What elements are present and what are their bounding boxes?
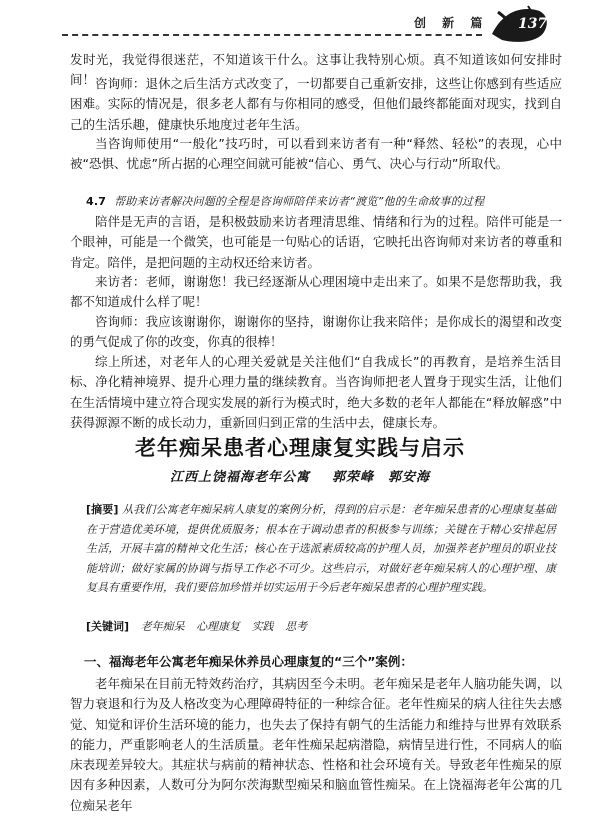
author-name-1: 郭荣峰 <box>331 470 374 485</box>
section-number: 4.7 <box>86 195 107 208</box>
author-institution: 江西上饶福海老年公寓 <box>169 470 310 485</box>
article-title: 老年痴呆患者心理康复实践与启示 <box>135 436 465 460</box>
keyword: 思考 <box>285 620 308 633</box>
keyword: 心理康复 <box>196 620 241 633</box>
abstract-text: 从我们公寓老年痴呆病人康复的案例分析，得到的启示是：老年痴呆患者的心理康复基础在于营造优美环境，提供优质服务；根本在于调动患者的积极参与训练；关键在于精心安排起居生活，开展丰富的精神文化生活；核心在于选派素质较高的护理人员，加强养老护理员的职业技能培训；做好家属的协调与指导工作必不可少。这些启示，对做好老年痴呆病人的心理护理、康复具有重要作用，我们要倍加珍惜并切实运用于今后老年痴呆患者的心理护理实践。 <box>86 503 557 594</box>
section-one-heading: 一、福海老年公寓老年痴呆休养员心理康复的“三个”案例： <box>84 654 413 669</box>
author-name-2: 郭安海 <box>388 470 431 485</box>
section-heading-text: 帮助来访者解决问题的全程是咨询师陪伴来访者“渡览”他的生命故事的过程 <box>114 195 485 208</box>
keywords-line <box>86 618 307 634</box>
paragraph-summary: 综上所述，对老年人的心理关爱就是关注他们“自我成长”的再教育，是培养生活目标、净化精神境界、提升心理力量的继续教育。当咨询师把老人置身于现实生活，让他们在生活情境中建立符合现实发展的新行为模式时，绝大多数的老年人都能在“释放解惑”中获得源源不断的成长动力，重新回归到正常的生活中去，健康长寿。 <box>70 354 562 430</box>
abstract-label: [摘要] <box>86 503 119 516</box>
header-section-label: 创 新 篇 <box>414 16 489 30</box>
abstract-block <box>86 500 556 598</box>
keyword: 实践 <box>251 620 274 633</box>
paragraph-visitor-thanks: 来访者：老师，谢谢您！我已经逐渐从心理困境中走出来了。如果不是您帮助我，我都不知道成什么样了呢！ <box>70 274 562 310</box>
page-number: 137 <box>518 16 548 32</box>
paragraph-counselor-reply: 咨询师：我应该谢谢你，谢谢你的坚持，谢谢你让我来陪伴；是你成长的渴望和改变的勇气促成了你的改变，你真的很棒！ <box>70 314 562 350</box>
header-rule <box>62 34 482 36</box>
keyword: 老年痴呆 <box>140 620 185 633</box>
paragraph-generalization: 当咨询师使用“一般化”技巧时，可以看到来访者有一种“释然、轻松”的表现，心中被“恐惧、忧虑”所占据的心理空间就可能被“信心、勇气、决心与行动”所取代。 <box>70 136 562 172</box>
keywords-label: [关键词] <box>86 620 130 633</box>
paragraph-companionship: 陪伴是无声的言语，是积极鼓励来访者理清思维、情绪和行为的过程。陪伴可能是一个眼神，可能是一个微笑，也可能是一句贴心的话语，它映托出咨询师对来访者的尊重和肯定。陪伴，是把问题的主动权还给来访者。 <box>70 214 562 270</box>
article-byline <box>0 466 600 485</box>
paragraph-dementia-intro: 老年痴呆在目前无特效药治疗，其病因至今未明。老年痴呆是老年人脑功能失调，以智力衰退和行为及人格改变为心理障碍特征的一种综合征。老年性痴呆的病人往往失去感觉、知觉和评价生活环境的能力，也失去了保持有朝气的生活能力和维持与世界有效联系的能力，严重影响老人的生活质量。老年性痴呆起病潜隐，病情呈进行性，不同病人的临床表现差异较大。其症状与病前的精神状态、性格和社会环境有关。导致老年性痴呆的原因有多种因素，人数可分为阿尔茨海默型痴呆和脑血管性痴呆。在上饶福海老年公寓的几位痴呆老年 <box>70 676 562 813</box>
paragraph-continuation: 发时光，我觉得很迷茫，不知道该干什么。这事让我特别心烦。真不知道该如何安排时间！ <box>70 52 562 88</box>
section-4-7-heading <box>86 193 484 209</box>
paragraph-counselor-adaptation: 咨询师：退休之后生活方式改变了，一切都要自己重新安排，这些让你感到有些适应困难。实际的情况是，很多老人都有与你相同的感受，但他们最终都能面对现实，找到自己的生活乐趣，健康快乐地度过老年生活。 <box>70 76 562 132</box>
